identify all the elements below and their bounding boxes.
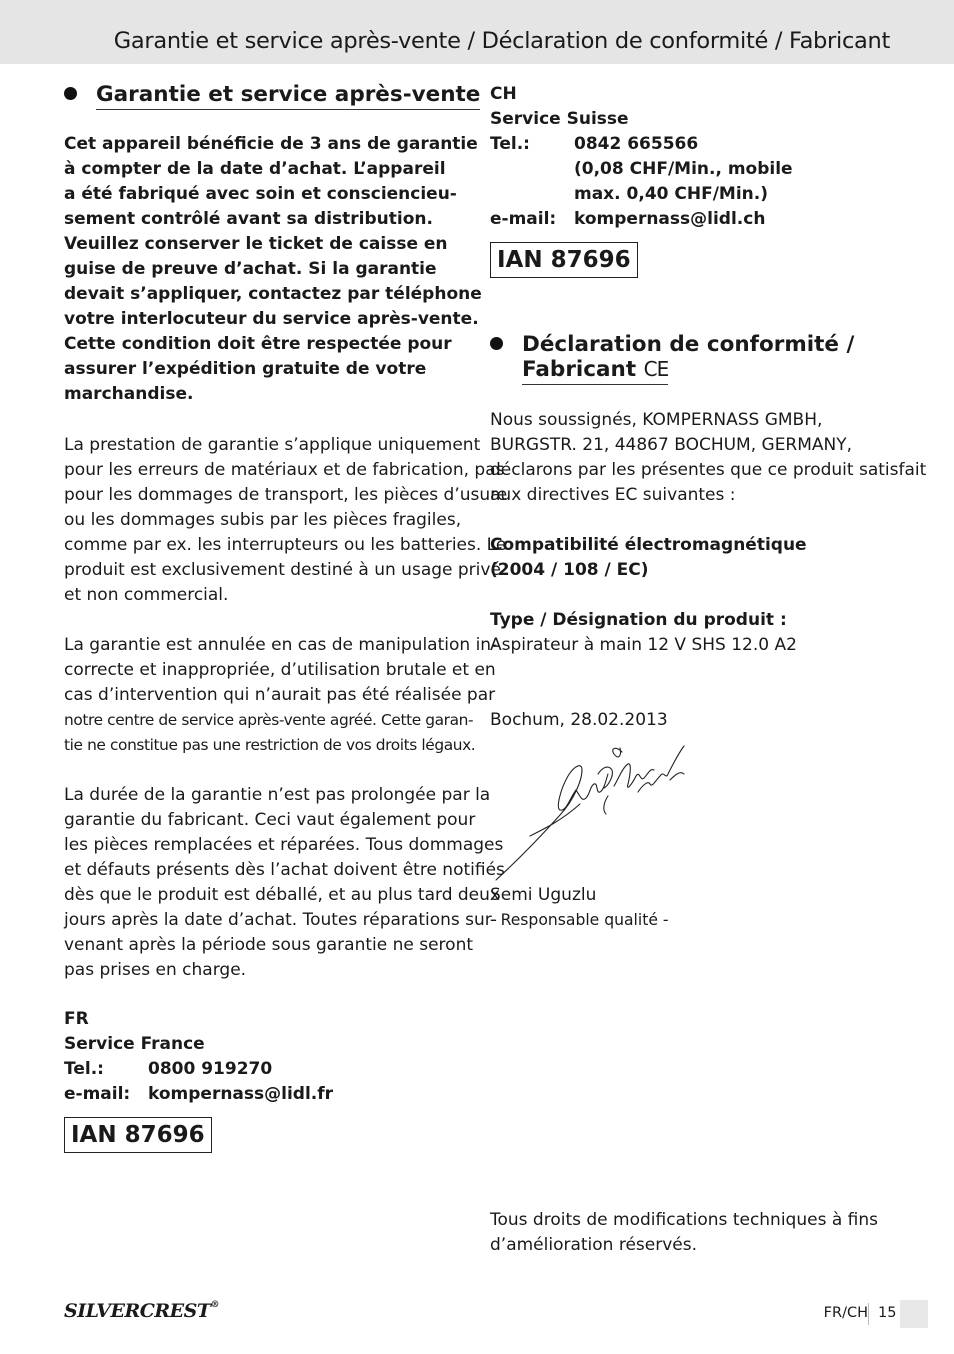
ch-tel-value: 0842 665566 — [574, 134, 699, 154]
emc-label-2: (2004 / 108 / EC) — [490, 560, 649, 580]
text-line: venant après la période sous garantie ne seront — [64, 935, 474, 955]
text-line: pas prises en charge. — [64, 960, 247, 980]
text-line: votre interlocuteur du service après-vente. — [64, 309, 479, 329]
warranty-heading — [64, 82, 480, 107]
fr-ian-box: IAN 87696 — [64, 1117, 212, 1153]
ch-tel-label: Tel.: — [490, 134, 530, 154]
declaration-title-line-1: Déclaration de conformité / — [522, 332, 855, 357]
ce-mark-icon: CE — [643, 357, 669, 381]
text-line: guise de preuve d’achat. Si la garantie — [64, 259, 437, 279]
declaration-intro — [490, 408, 927, 508]
text-line: marchandise. — [64, 384, 194, 404]
fr-tel-label: Tel.: — [64, 1059, 104, 1079]
text-line: Cet appareil bénéficie de 3 ans de garantie — [64, 134, 478, 154]
text-line: pour les dommages de transport, les pièces d’usure — [64, 485, 508, 505]
fr-tel-value: 0800 919270 — [148, 1059, 273, 1079]
text-line: pour les erreurs de matériaux et de fabrication, pas — [64, 460, 505, 480]
place-date: Bochum, 28.02.2013 — [490, 710, 668, 730]
text-line: notre centre de service après-vente agréé. Cette garan- — [64, 711, 474, 729]
text-line: a été fabriqué avec soin et consciencieu- — [64, 184, 457, 204]
ch-ian-box: IAN 87696 — [490, 242, 638, 278]
declaration-title-line-2: Fabricant — [522, 357, 637, 382]
rights-line-2: d’amélioration réservés. — [490, 1235, 698, 1255]
text-line: cas d’intervention qui n’aurait pas été réalisée par — [64, 685, 496, 705]
text-line: BURGSTR. 21, 44867 BOCHUM, GERMANY, — [490, 435, 853, 455]
text-line: assurer l’expédition gratuite de votre — [64, 359, 427, 379]
signer-name: Semi Uguzlu — [490, 885, 597, 905]
footer-language: FR/CH — [823, 1305, 868, 1321]
text-line: La durée de la garantie n’est pas prolongée par la — [64, 785, 491, 805]
text-line: correcte et inappropriée, d’utilisation brutale et en — [64, 660, 496, 680]
fr-email-value: kompernass@lidl.fr — [148, 1084, 334, 1104]
text-line: garantie du fabricant. Ceci vaut également pour — [64, 810, 476, 830]
bullet-icon — [490, 337, 503, 350]
text-line: La prestation de garantie s’applique uniquement — [64, 435, 481, 455]
warranty-bold-paragraph — [64, 132, 482, 407]
text-line: et défauts présents dès l’achat doivent être notifiés — [64, 860, 505, 880]
text-line: à compter de la date d’achat. L’appareil — [64, 159, 446, 179]
text-line: comme par ex. les interrupteurs ou les batteries. Le — [64, 535, 507, 555]
text-line: les pièces remplacées et réparées. Tous dommages — [64, 835, 504, 855]
text-line: La garantie est annulée en cas de manipulation in- — [64, 635, 498, 655]
bullet-icon — [64, 87, 77, 100]
fr-country: FR — [64, 1009, 89, 1029]
fr-email-label: e-mail: — [64, 1084, 131, 1104]
text-line: devait s’appliquer, contactez par téléphone — [64, 284, 482, 304]
ch-country: CH — [490, 84, 517, 104]
rights-line-1: Tous droits de modifications techniques à fins — [490, 1210, 879, 1230]
text-line: ou les dommages subis par les pièces fragiles, — [64, 510, 462, 530]
text-line: dès que le produit est déballé, et au plus tard deux — [64, 885, 500, 905]
text-line: sement contrôlé avant sa distribution. — [64, 209, 433, 229]
footer-divider — [868, 1303, 869, 1325]
text-line: et non commercial. — [64, 585, 229, 605]
text-line: déclarons par les présentes que ce produit satisfait — [490, 460, 927, 480]
footer-tab-marker — [900, 1300, 928, 1328]
declaration-heading — [490, 332, 854, 382]
footer-page-number: 15 — [878, 1305, 897, 1321]
product-type-label: Type / Désignation du produit : — [490, 610, 787, 630]
text-line: Nous soussignés, KOMPERNASS GMBH, — [490, 410, 823, 430]
fr-service-name: Service France — [64, 1034, 205, 1054]
ch-service-name: Service Suisse — [490, 109, 629, 129]
warranty-title: Garantie et service après-vente — [96, 82, 480, 110]
emc-label-1: Compatibilité électromagnétique — [490, 535, 807, 555]
page-header-title: Garantie et service après-vente / Déclaration de conformité / Fabricant — [113, 28, 890, 54]
ch-email-label: e-mail: — [490, 209, 557, 229]
text-line: Cette condition doit être respectée pour — [64, 334, 452, 354]
text-line: Veuillez conserver le ticket de caisse en — [64, 234, 448, 254]
text-line: aux directives EC suivantes : — [490, 485, 736, 505]
signer-role: - Responsable qualité - — [490, 911, 669, 929]
text-line: produit est exclusivement destiné à un usage privé — [64, 560, 501, 580]
ch-tel-note-2: max. 0,40 CHF/Min.) — [574, 184, 768, 204]
product-type-value: Aspirateur à main 12 V SHS 12.0 A2 — [490, 635, 797, 655]
warranty-paragraph-2 — [64, 633, 498, 758]
text-line: tie ne constitue pas une restriction de vos droits légaux. — [64, 736, 476, 754]
signature-image — [490, 740, 700, 885]
warranty-paragraph-1 — [64, 433, 508, 608]
warranty-paragraph-3 — [64, 783, 505, 983]
text-line: jours après la date d’achat. Toutes réparations sur- — [64, 910, 497, 930]
ch-email-value: kompernass@lidl.ch — [574, 209, 766, 229]
ch-tel-note-1: (0,08 CHF/Min., mobile — [574, 159, 793, 179]
silvercrest-logo: SILVERCREST® — [64, 1300, 219, 1322]
